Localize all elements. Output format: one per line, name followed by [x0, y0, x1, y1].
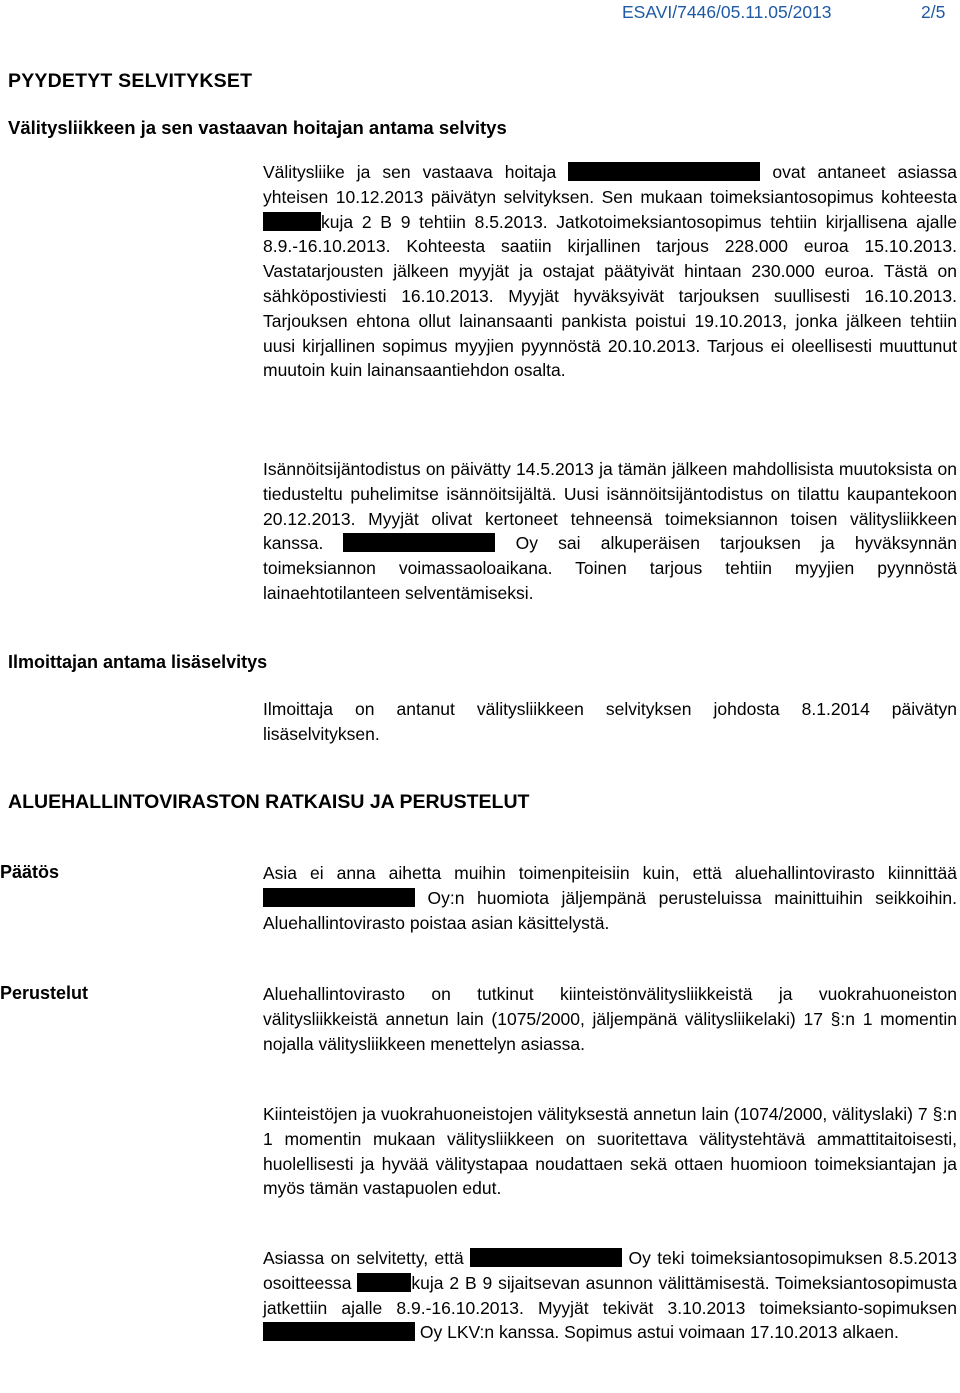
redaction-block — [263, 212, 321, 231]
perustelut-label: Perustelut — [0, 983, 89, 1003]
selvitys-text-d: Isännöitsijäntodistus on päivätty 14.5.2013 ja tämän jälkeen mahdollisista muutoksista on tiedusteltu puhelimitse isännöitsijältä. Uusi isännöitsijäntodistus on tilattu kaupantekoon 20.12.2013. Myyjät olivat kertoneet tehneensä toimeksiannon toisen välitysliikkeen kanssa. — [263, 459, 957, 554]
paatos-paragraph — [263, 861, 957, 935]
perustelut-text-c: kuja 2 B 9 sijaitsevan asunnon välittämisestä. Toimeksiantosopimusta jatkettiin ajalle 8.9.-16.10.2013. Myyjät tekivät 3.10.2013 toimeksianto-sopimuksen — [263, 1272, 957, 1318]
page-number: 2/5 — [921, 2, 946, 22]
lisaselvitys-paragraph: Ilmoittaja on antanut välitysliikkeen selvityksen johdosta 8.1.2014 päivätyn lisäselvityksen. — [263, 699, 957, 744]
selvitys-text-a: Välitysliike ja sen vastaava hoitaja — [263, 162, 557, 182]
section-heading: PYYDETYT SELVITYKSET — [8, 70, 253, 92]
document-reference: ESAVI/7446/05.11.05/2013 — [622, 2, 832, 22]
selvitys-paragraph-2 — [263, 457, 957, 606]
lisaselvitys-label: Ilmoittajan antama lisäselvitys — [8, 652, 268, 672]
selvitys-paragraph-1 — [263, 160, 957, 383]
decision-heading: ALUEHALLINTOVIRASTON RATKAISU JA PERUSTELUT — [8, 791, 530, 813]
redaction-block — [568, 162, 760, 181]
selvitys-text-b: ovat antaneet asiassa yhteisen 10.12.2013 päivätyn selvityksen. Sen mukaan toimeksiantosopimus kohteesta — [263, 162, 957, 207]
selvitys-text-e: Oy sai alkuperäisen tarjouksen ja hyväksynnän toimeksiannon voimassaoloaikana. Toinen tarjous tehtiin myyjien pyynnöstä lainaehtotilanteen selventämiseksi. — [263, 533, 957, 603]
subsection-heading: Välitysliikkeen ja sen vastaavan hoitajan antama selvitys — [8, 117, 507, 138]
paatos-text-b: Oy:n huomiota jäljempänä perusteluissa mainittuihin seikkoihin. Aluehallintovirasto poistaa asian käsittelystä. — [263, 887, 957, 933]
perustelut-text-a: Asiassa on selvitetty, että — [263, 1248, 464, 1268]
perustelut-paragraph-2: Kiinteistöjen ja vuokrahuoneistojen välityksestä annetun lain (1074/2000, välityslaki) 7 §:n 1 momentin mukaan välitysliikkeen on suoritettava välitystehtävä ammattitaitoisesti, huolellisesti ja hyvää välitystapaa noudattaen sekä ottaen huomioon toimeksiantajan ja myös tämän vastapuolen edut. — [263, 1104, 957, 1199]
perustelut-text-b: Oy teki toimeksiantosopimuksen 8.5.2013 osoitteessa — [263, 1248, 957, 1293]
perustelut-paragraph-1: Aluehallintovirasto on tutkinut kiinteistönvälitysliikkeistä ja vuokrahuoneiston välitysliikkeistä annetun lain (1075/2000, jäljempänä välitysliikelaki) 17 §:n 1 momentin nojalla välitysliikkeen menettelyn asiassa. — [263, 984, 957, 1054]
perustelut-paragraph-3 — [263, 1246, 957, 1345]
paatos-text-a: Asia ei anna aihetta muihin toimenpiteisiin kuin, että aluehallintovirasto kiinnittää — [263, 863, 957, 883]
perustelut-text-d: Oy LKV:n kanssa. Sopimus astui voimaan 17.10.2013 alkaen. — [419, 1322, 899, 1343]
redaction-block — [263, 888, 415, 907]
redaction-block — [470, 1248, 622, 1267]
redaction-block — [343, 533, 495, 552]
redaction-block — [357, 1273, 411, 1292]
redaction-block — [263, 1322, 415, 1341]
selvitys-text-c: kuja 2 B 9 tehtiin 8.5.2013. Jatkotoimeksiantosopimus tehtiin kirjallisena ajalle 8.9.-16.10.2013. Kohteesta saatiin kirjallinen tarjous 228.000 euroa 15.10.2013. Vastatarjousten jälkeen myyjät ja ostajat päätyivät hintaan 230.000 euroa. Tästä on sähköpostiviesti 16.10.2013. Myyjät hyväksyivät tarjouksen suullisesti 16.10.2013. Tarjouksen ehtona ollut lainansaanti pankista poistui 19.10.2013, jonka jälkeen tehtiin uusi kirjallinen sopimus myyjien pyynnöstä 20.10.2013. Tarjous ei oleellisesti muuttunut muutoin kuin lainansaantiehdon osalta. — [263, 211, 957, 381]
paatos-label: Päätös — [0, 862, 60, 882]
